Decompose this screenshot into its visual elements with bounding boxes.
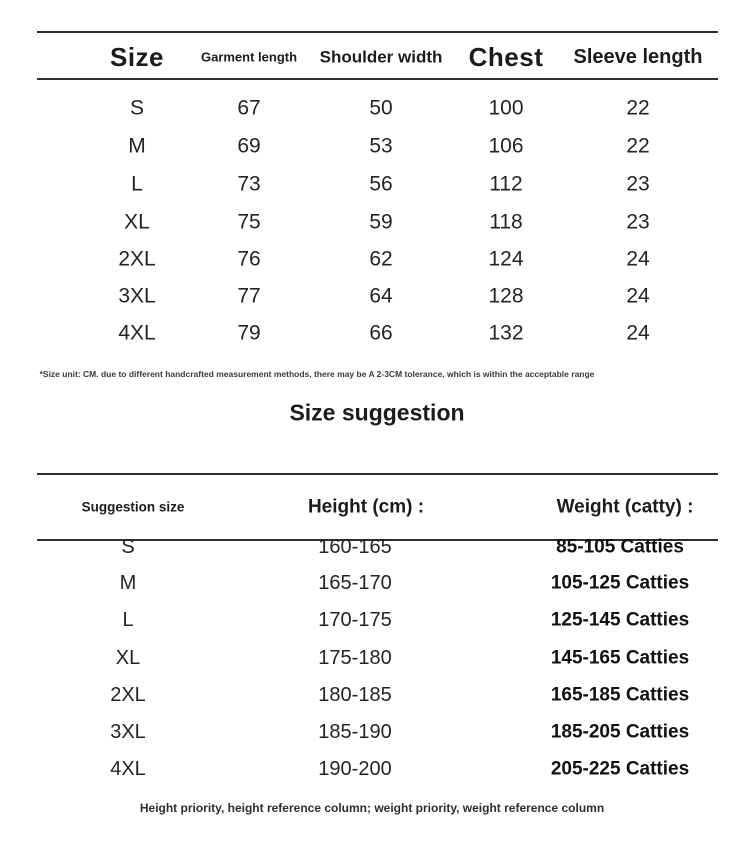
cell-size: XL — [124, 210, 150, 234]
cell-shoulder-width: 56 — [369, 172, 393, 196]
cell-garment-length: 67 — [237, 96, 261, 120]
cell-shoulder-width: 66 — [369, 321, 393, 345]
cell-size: L — [131, 172, 143, 196]
cell-sleeve-length: 22 — [626, 96, 650, 120]
cell-sleeve-length: 24 — [626, 247, 650, 271]
cell-size: 3XL — [118, 284, 156, 308]
cell-size: M — [119, 572, 137, 594]
cell-weight: 165-185 Catties — [550, 684, 690, 706]
cell-height: 185-190 — [318, 721, 392, 743]
cell-shoulder-width: 59 — [369, 210, 393, 234]
cell-sleeve-length: 24 — [626, 284, 650, 308]
cell-height: 165-170 — [318, 572, 392, 594]
cell-shoulder-width: 53 — [369, 134, 393, 158]
table1-top-rule — [37, 31, 718, 33]
cell-weight: 145-165 Catties — [550, 647, 690, 669]
cell-shoulder-width: 64 — [369, 284, 393, 308]
cell-height: 170-175 — [318, 609, 392, 631]
cell-weight: 85-105 Catties — [556, 536, 684, 558]
header-height: Height (cm) : — [307, 496, 425, 518]
table1-header-rule — [37, 78, 718, 80]
cell-garment-length: 75 — [237, 210, 261, 234]
header-suggestion-size: Suggestion size — [81, 499, 185, 515]
cell-chest: 112 — [489, 172, 523, 196]
cell-size: 2XL — [118, 247, 156, 271]
cell-size: 4XL — [118, 321, 156, 345]
cell-height: 175-180 — [318, 647, 392, 669]
cell-weight: 125-145 Catties — [550, 609, 690, 631]
cell-garment-length: 76 — [237, 247, 261, 271]
cell-weight: 205-225 Catties — [550, 758, 690, 780]
cell-size: XL — [115, 647, 141, 669]
cell-size: 4XL — [110, 758, 146, 780]
size-unit-footnote: *Size unit: CM. due to different handcrafted measurement methods, there may be A 2-3CM tolerance, which is within the acceptable range — [39, 369, 595, 379]
cell-size: S — [121, 536, 135, 558]
cell-size: S — [129, 96, 145, 120]
cell-height: 160-165 — [318, 536, 392, 558]
cell-garment-length: 79 — [237, 321, 261, 345]
header-garment-length: Garment length — [200, 49, 298, 65]
header-size: Size — [109, 42, 165, 72]
cell-chest: 106 — [488, 134, 524, 158]
cell-sleeve-length: 22 — [626, 134, 650, 158]
cell-chest: 118 — [489, 210, 523, 234]
header-chest: Chest — [468, 42, 544, 72]
cell-shoulder-width: 62 — [369, 247, 393, 271]
table2-top-rule — [37, 473, 718, 475]
cell-garment-length: 73 — [237, 172, 261, 196]
cell-sleeve-length: 23 — [626, 172, 650, 196]
cell-height: 180-185 — [318, 684, 392, 706]
cell-weight: 185-205 Catties — [550, 721, 690, 743]
cell-sleeve-length: 24 — [626, 321, 650, 345]
cell-height: 190-200 — [318, 758, 392, 780]
cell-sleeve-length: 23 — [626, 210, 650, 234]
size-suggestion-title: Size suggestion — [289, 399, 465, 426]
priority-footnote: Height priority, height reference column; weight priority, weight reference column — [139, 801, 605, 815]
cell-weight: 105-125 Catties — [550, 572, 690, 594]
cell-size: 2XL — [110, 684, 146, 706]
cell-size: 3XL — [110, 721, 146, 743]
cell-chest: 128 — [488, 284, 524, 308]
header-shoulder-width: Shoulder width — [319, 47, 443, 67]
cell-size: L — [122, 609, 134, 631]
header-sleeve-length: Sleeve length — [573, 46, 703, 68]
cell-chest: 124 — [488, 247, 524, 271]
cell-chest: 100 — [488, 96, 524, 120]
cell-shoulder-width: 50 — [369, 96, 393, 120]
cell-size: M — [128, 134, 146, 158]
cell-garment-length: 77 — [237, 284, 261, 308]
cell-garment-length: 69 — [237, 134, 261, 158]
cell-chest: 132 — [488, 321, 524, 345]
header-weight: Weight (catty) : — [556, 496, 694, 518]
